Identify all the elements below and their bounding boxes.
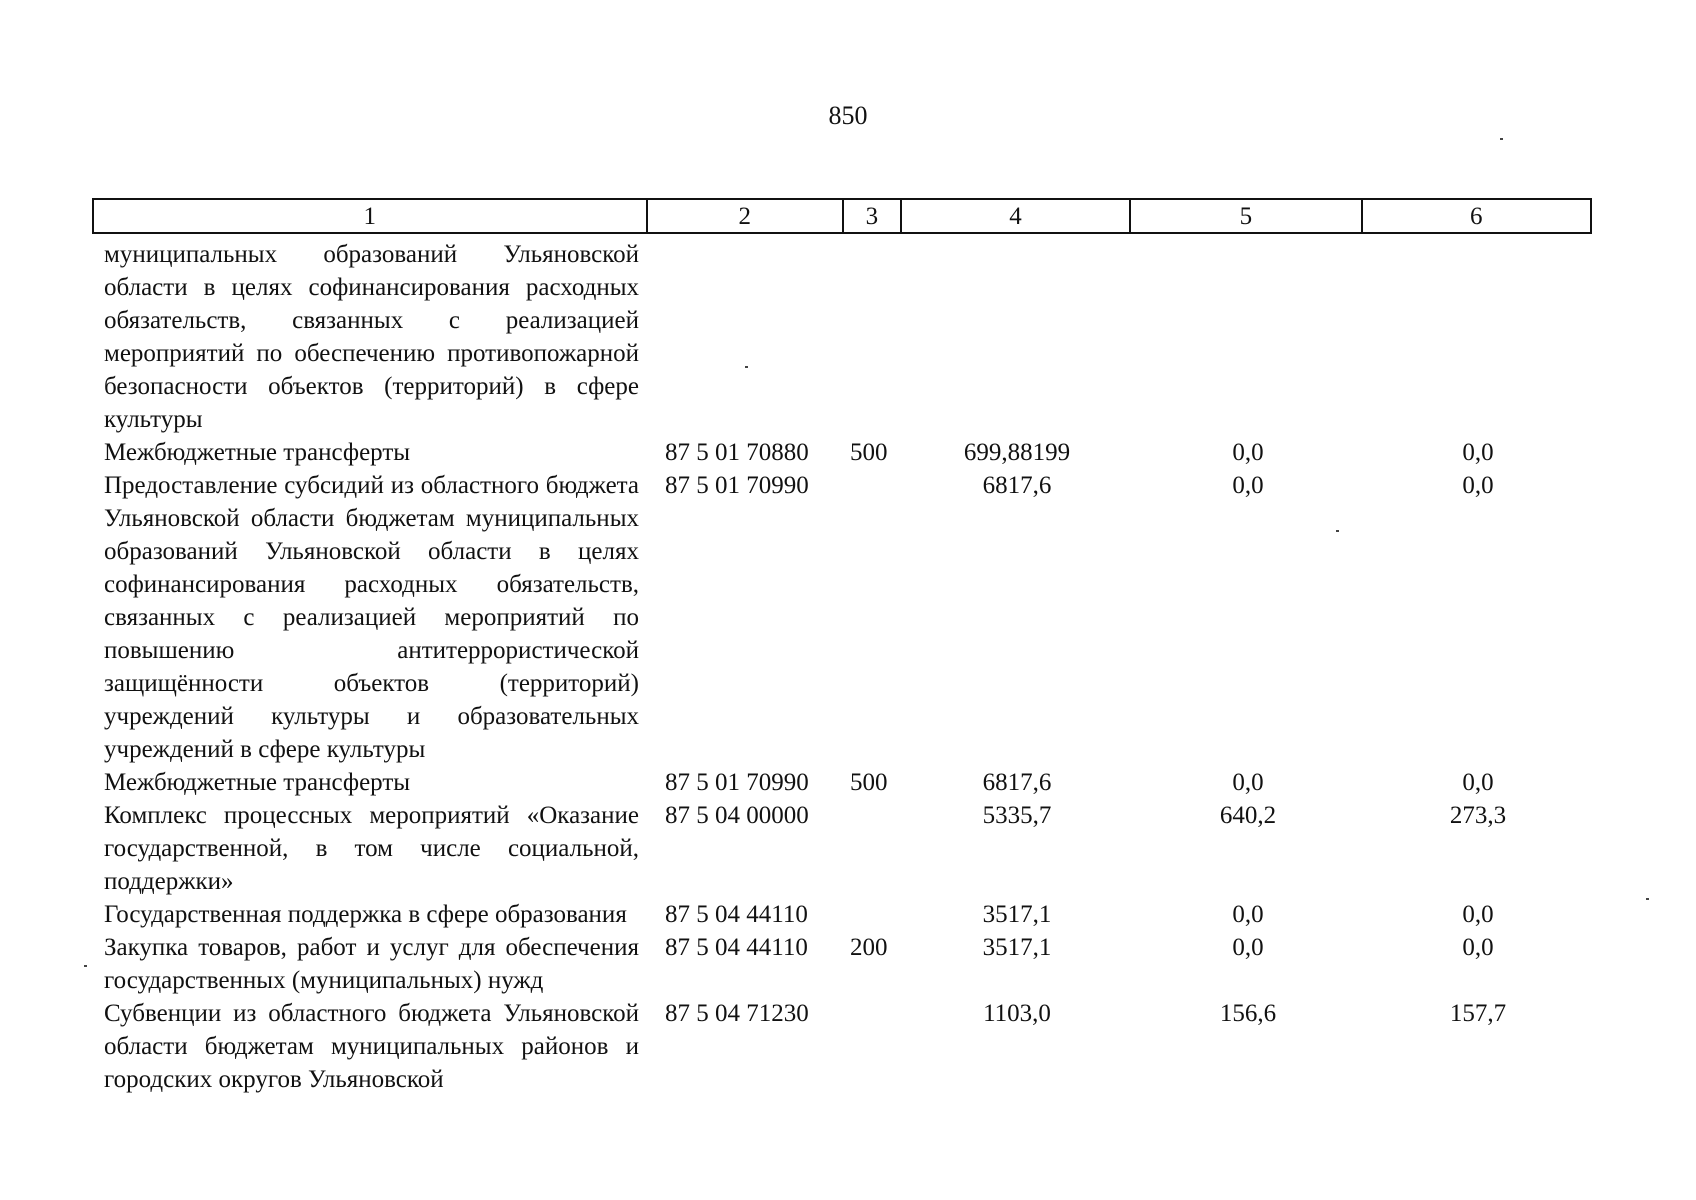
scan-speck — [84, 965, 87, 967]
row-type — [844, 238, 902, 436]
row-description: Государственная поддержка в сфере образования — [104, 901, 627, 928]
row-code: 87 5 04 71230 — [665, 1000, 809, 1027]
row-value-5: 0,0 — [1232, 901, 1264, 928]
row-value-4 — [902, 238, 1132, 436]
row-description: муниципальных образований Ульяновской области в целях софинансирования расходных обязательств, связанных с реализацией мероприятий по обеспечению противопожарной безопасности объектов (территорий) в сфере культуры — [104, 241, 639, 433]
table-row — [92, 997, 1592, 1096]
row-value-4: 3517,1 — [982, 934, 1052, 961]
table-body — [92, 238, 1592, 1096]
row-value-6: 157,7 — [1449, 1000, 1507, 1027]
scan-speck — [745, 366, 748, 368]
row-value-6: 0,0 — [1462, 769, 1494, 796]
header-col-3: 3 — [844, 200, 902, 232]
header-col-5: 5 — [1131, 200, 1362, 232]
table-row — [92, 766, 1592, 799]
row-value-6: 0,0 — [1462, 439, 1494, 466]
header-col-1: 1 — [94, 200, 648, 232]
scan-speck — [1500, 138, 1503, 140]
row-description: Межбюджетные трансферты — [104, 439, 411, 466]
row-description: Комплекс процессных мероприятий «Оказание государственной, в том числе социальной, поддержки» — [104, 802, 639, 895]
row-type: 500 — [850, 439, 888, 466]
row-description: Межбюджетные трансферты — [104, 769, 411, 796]
scan-speck — [1646, 898, 1649, 900]
row-type: 200 — [850, 934, 888, 961]
row-value-6: 0,0 — [1462, 901, 1494, 928]
row-value-6: 0,0 — [1462, 472, 1494, 499]
row-value-4: 1103,0 — [983, 1000, 1051, 1027]
row-value-5: 0,0 — [1232, 439, 1264, 466]
row-type — [844, 997, 902, 1096]
row-value-4: 5335,7 — [982, 802, 1052, 829]
table-row — [92, 469, 1592, 766]
header-col-4: 4 — [902, 200, 1131, 232]
page-number: 850 — [828, 101, 868, 130]
table-row — [92, 238, 1592, 436]
row-value-5: 640,2 — [1219, 802, 1277, 829]
row-description: Субвенции из областного бюджета Ульяновской области бюджетам муниципальных районов и городских округов Ульяновской — [104, 1000, 639, 1093]
header-col-6: 6 — [1470, 203, 1483, 230]
row-code: 87 5 04 44110 — [665, 934, 808, 961]
row-type — [844, 799, 902, 898]
row-value-4: 699,88199 — [963, 439, 1071, 466]
row-code: 87 5 04 44110 — [665, 901, 808, 928]
row-description: Предоставление субсидий из областного бюджета Ульяновской области бюджетам муниципальных образований Ульяновской области в целях софинансирования расходных обязательств, связанных с реализацией мероприятий по повышению антитеррористической защищённости объектов (территорий) учреждений культуры и образовательных учреждений в сфере культуры — [104, 472, 639, 763]
row-value-5: 0,0 — [1232, 769, 1264, 796]
row-value-4: 3517,1 — [982, 901, 1052, 928]
table-row — [92, 436, 1592, 469]
row-value-6: 0,0 — [1462, 934, 1494, 961]
row-value-6 — [1364, 238, 1592, 436]
row-code: 87 5 01 70990 — [665, 472, 809, 499]
row-value-5: 0,0 — [1232, 934, 1264, 961]
scan-speck — [1336, 530, 1339, 532]
row-type: 500 — [850, 769, 888, 796]
row-code: 87 5 04 00000 — [665, 802, 809, 829]
row-code: 87 5 01 70990 — [665, 769, 809, 796]
table-header — [92, 198, 1592, 234]
row-value-5: 0,0 — [1232, 472, 1264, 499]
row-type — [844, 898, 902, 931]
row-value-5 — [1132, 238, 1364, 436]
header-col-2: 2 — [648, 200, 844, 232]
row-value-4: 6817,6 — [982, 472, 1052, 499]
row-value-4: 6817,6 — [982, 769, 1052, 796]
table-row — [92, 799, 1592, 898]
row-code — [647, 238, 844, 436]
row-value-6: 273,3 — [1449, 802, 1507, 829]
row-value-5: 156,6 — [1219, 1000, 1277, 1027]
row-type — [844, 469, 902, 766]
row-code: 87 5 01 70880 — [665, 439, 809, 466]
row-description: Закупка товаров, работ и услуг для обеспечения государственных (муниципальных) нужд — [104, 934, 639, 994]
table-row — [92, 931, 1592, 997]
table-row — [92, 898, 1592, 931]
